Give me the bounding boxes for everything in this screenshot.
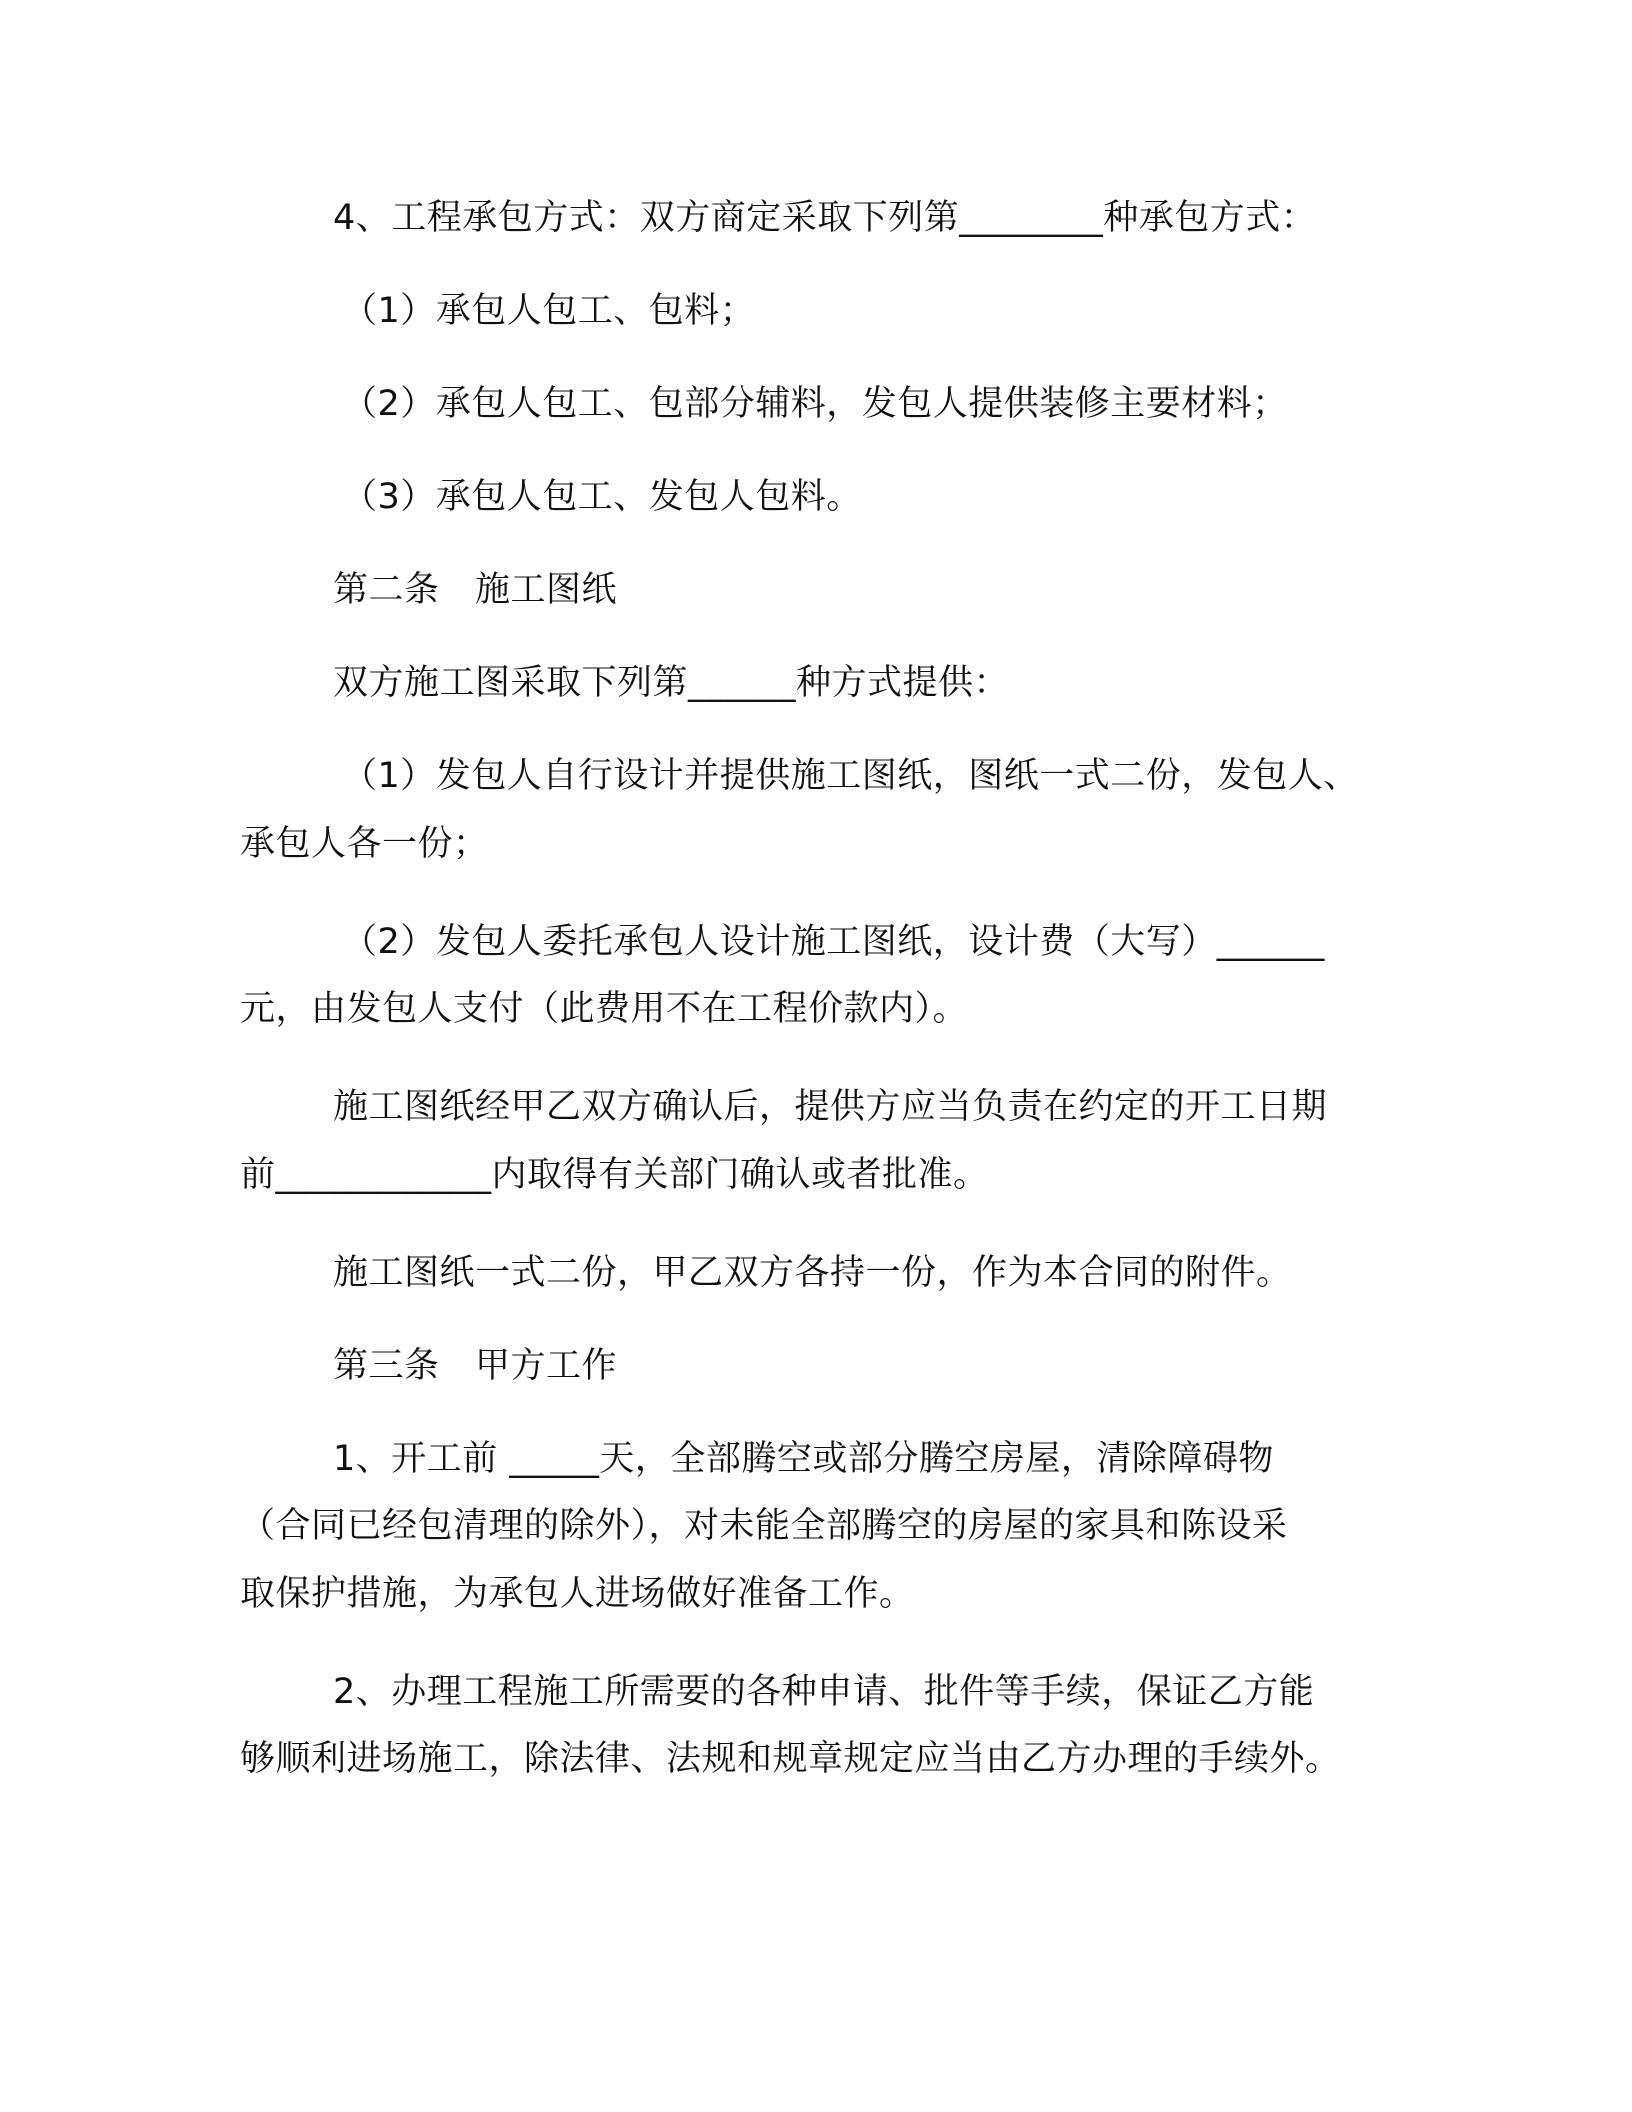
drawing-option-1-cont: 承包人各一份；	[240, 824, 489, 864]
drawing-method-line: 双方施工图采取下列第______种方式提供：	[333, 663, 1010, 703]
drawing-option-1-line: （1）发包人自行设计并提供施工图纸，图纸一式二份，发包人、	[342, 756, 1359, 796]
party-a-duty-1-cont-2: 取保护措施，为承包人进场做好准备工作。	[240, 1574, 915, 1614]
drawing-confirm-cont: 前____________内取得有关部门确认或者批准。	[240, 1155, 989, 1195]
party-a-duty-1-line: 1、开工前 _____天，全部腾空或部分腾空房屋，清除障碍物	[333, 1439, 1274, 1479]
party-a-duty-1-cont-1: （合同已经包清理的除外），对未能全部腾空的房屋的家具和陈设采	[240, 1506, 1288, 1546]
party-a-duty-2-cont: 够顺利进场施工，除法律、法规和规章规定应当由乙方办理的手续外。	[240, 1739, 1341, 1779]
option-1-line: （1）承包人包工、包料；	[342, 291, 756, 331]
drawing-option-2-cont: 元，由发包人支付（此费用不在工程价款内）。	[240, 989, 969, 1029]
drawing-confirm-line: 施工图纸经甲乙双方确认后，提供方应当负责在约定的开工日期	[333, 1087, 1328, 1127]
option-2-line: （2）承包人包工、包部分辅料，发包人提供装修主要材料；	[342, 384, 1288, 424]
drawing-copies-line: 施工图纸一式二份，甲乙双方各持一份，作为本合同的附件。	[333, 1253, 1292, 1293]
option-3-line: （3）承包人包工、发包人包料。	[342, 477, 862, 517]
article-2-heading: 第二条 施工图纸	[333, 570, 618, 610]
clause-4-contract-method: 4、工程承包方式：双方商定采取下列第________种承包方式：	[333, 198, 1317, 238]
drawing-option-2-line: （2）发包人委托承包人设计施工图纸，设计费（大写）______	[342, 922, 1325, 962]
article-3-heading: 第三条 甲方工作	[333, 1346, 618, 1386]
party-a-duty-2-line: 2、办理工程施工所需要的各种申请、批件等手续，保证乙方能	[333, 1672, 1315, 1712]
